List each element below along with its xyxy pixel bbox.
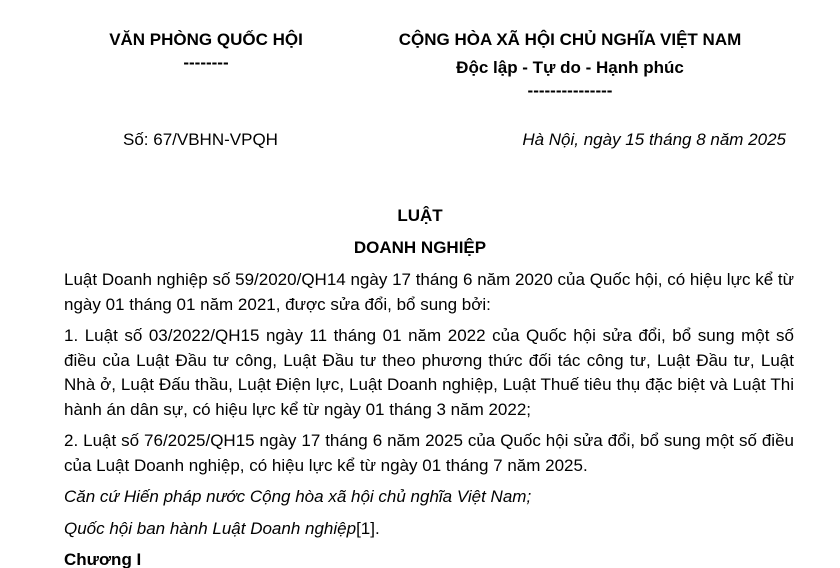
agency-separator: -------- <box>183 53 229 72</box>
footnote-link[interactable]: [1]. <box>356 518 380 538</box>
amendment-item-1: 1. Luật số 03/2022/QH15 ngày 11 tháng 01 năm 2022 của Quốc hội sửa đổi, bổ sung một số điều của Luật Đầu tư công, Luật Đầu tư theo phương thức đối tác công tư, Luật Đầu tư, Luật Nhà ở, Luật Đấu thầu, Luật Điện lực, Luật Doanh nghiệp, Luật Thuế tiêu thụ đặc biệt và Luật Thi hành án dân sự, có hiệu lực kể từ ngày 01 tháng 3 năm 2022; <box>64 326 794 419</box>
document-header <box>0 26 840 106</box>
enactment-text: Quốc hội ban hành Luật Doanh nghiệp <box>64 518 357 538</box>
issuing-agency-block <box>64 26 348 74</box>
reference-row <box>0 128 840 152</box>
amendment-item-2: 2. Luật số 76/2025/QH15 ngày 17 tháng 6 năm 2025 của Quốc hội sửa đổi, bổ sung một số điều của Luật Doanh nghiệp, có hiệu lực kể từ ngày 01 tháng 7 năm 2025. <box>64 431 794 475</box>
chapter-heading: Chương I <box>64 550 142 568</box>
document-subject: DOANH NGHIỆP <box>353 238 487 257</box>
document-number: Số: 67/VBHN-VPQH <box>123 130 278 149</box>
document-body <box>64 268 794 568</box>
national-motto: Độc lập - Tự do - Hạnh phúc <box>456 58 684 77</box>
place-and-date: Hà Nội, ngày 15 tháng 8 năm 2025 <box>522 130 786 149</box>
motto-separator: --------------- <box>527 81 613 100</box>
intro-paragraph: Luật Doanh nghiệp số 59/2020/QH14 ngày 17 tháng 6 năm 2020 của Quốc hội, có hiệu lực kể từ ngày 01 tháng 01 năm 2021, được sửa đổi, bổ sung bởi: <box>64 270 794 314</box>
enactment-clause <box>64 517 794 542</box>
nation-name: CỘNG HÒA XÃ HỘI CHỦ NGHĨA VIỆT NAM <box>398 30 742 49</box>
national-title-block <box>360 26 780 102</box>
document-type: LUẬT <box>397 206 443 225</box>
legal-basis: Căn cứ Hiến pháp nước Cộng hòa xã hội chủ nghĩa Việt Nam; <box>64 487 532 506</box>
issuing-agency: VĂN PHÒNG QUỐC HỘI <box>109 30 303 49</box>
